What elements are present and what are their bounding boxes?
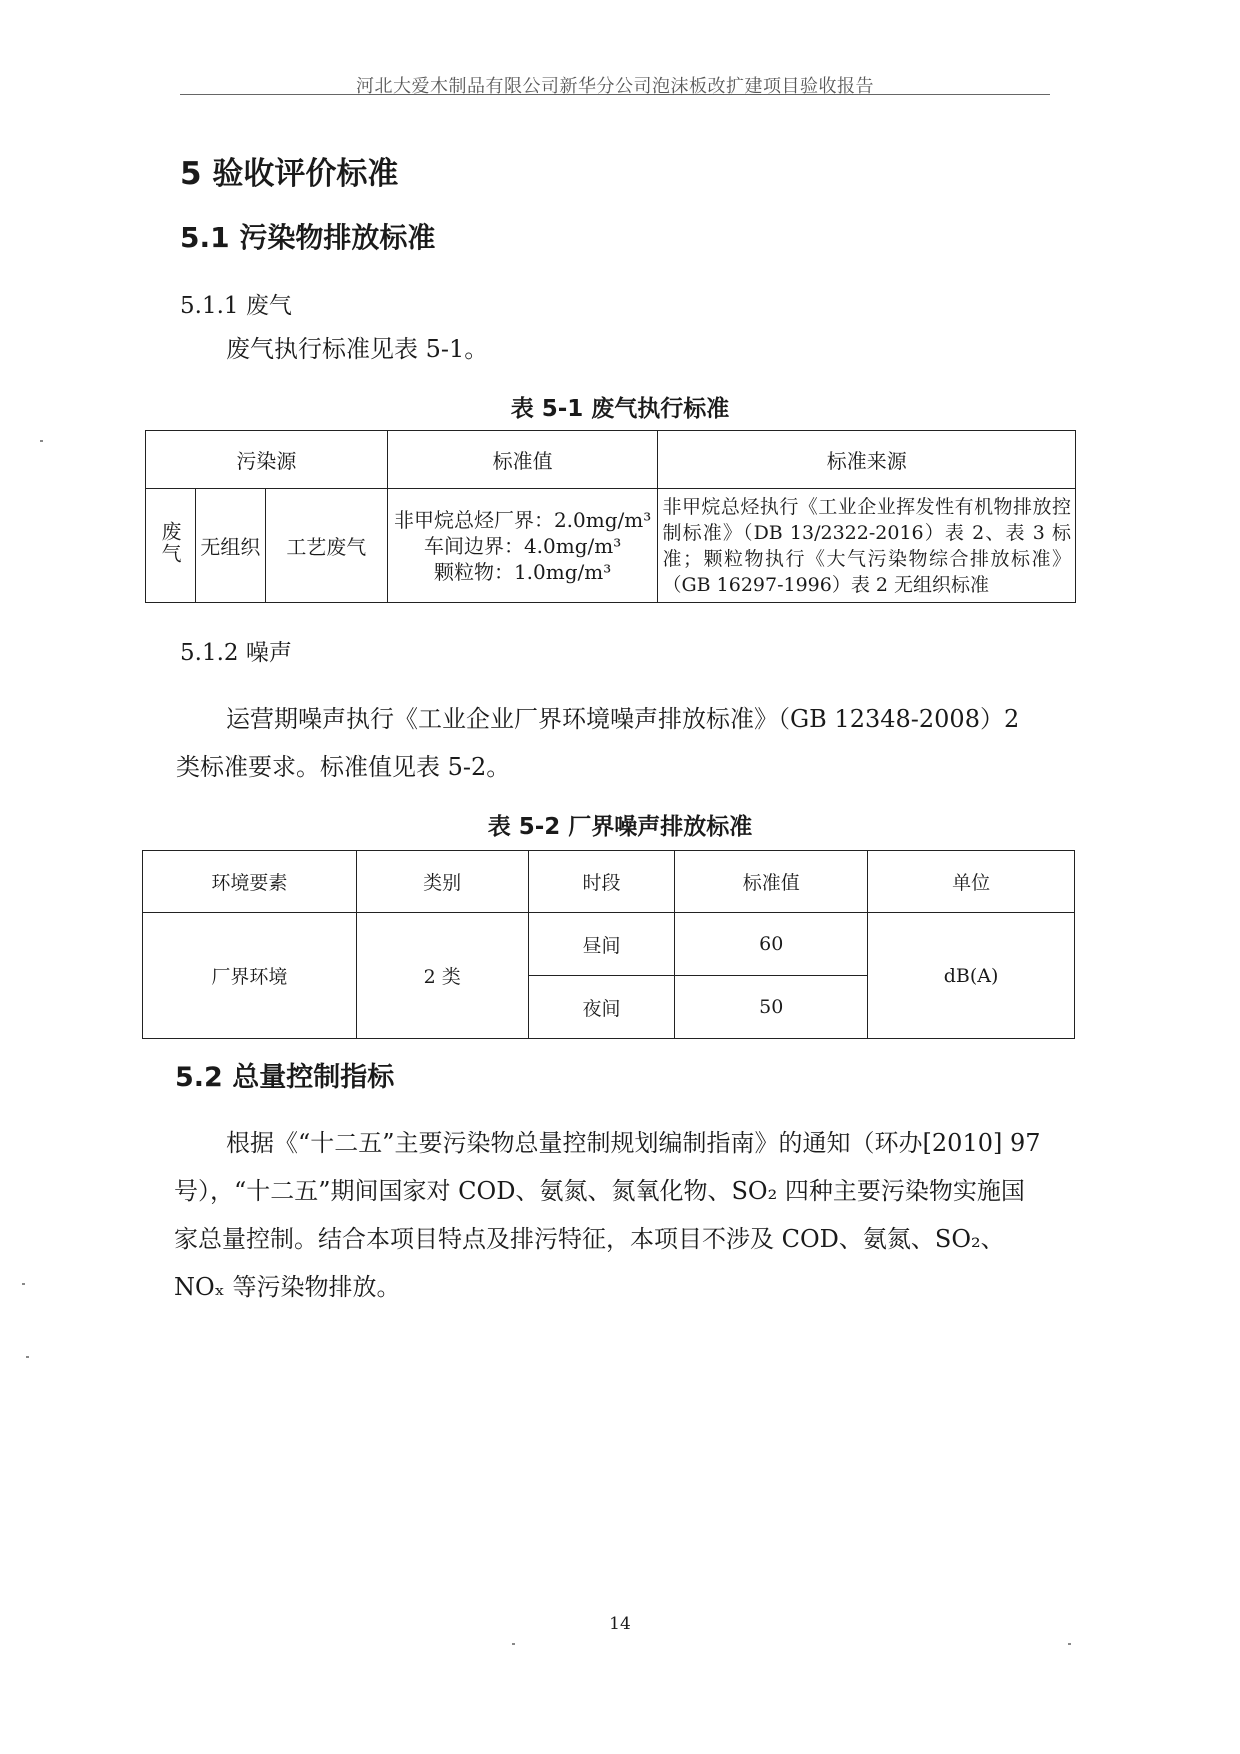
cell-standard-source: 非甲烷总烃执行《工业企业挥发性有机物排放控制标准》（DB 13/2322-2016）表 2、表 3 标准；颗粒物执行《大气污染物综合排放标准》（GB 16297-1996）表 2 无组织标准 — [658, 489, 1076, 603]
cell-class-2: 2 类 — [356, 913, 528, 1039]
noise-standard-table — [142, 850, 1075, 1039]
cell-process-gas: 工艺废气 — [265, 489, 387, 603]
cell-standard-values — [387, 489, 658, 603]
subsection-heading-5-1-1: 5.1.1 废气 — [180, 293, 292, 319]
cell-waste-gas-text: 废气 — [157, 521, 182, 565]
scan-mark — [40, 440, 43, 442]
header-period: 时段 — [528, 851, 675, 913]
cell-nighttime-value: 50 — [675, 976, 868, 1039]
total-control-line-4: NOₓ 等污染物排放。 — [174, 1273, 401, 1301]
cell-daytime-value: 60 — [675, 913, 868, 976]
std-line-particulate: 颗粒物：1.0mg/m³ — [433, 559, 612, 584]
header-standard-value: 标准值 — [675, 851, 868, 913]
running-header: 河北大爱木制品有限公司新华分公司泡沫板改扩建项目验收报告 — [356, 76, 874, 97]
subsection-heading-5-1-2: 5.1.2 噪声 — [180, 640, 292, 666]
cell-nighttime: 夜间 — [528, 976, 675, 1039]
scan-mark — [26, 1356, 29, 1358]
total-control-line-3: 家总量控制。结合本项目特点及排污特征，本项目不涉及 COD、氨氮、SO₂、 — [174, 1225, 1005, 1253]
table-5-2-caption: 表 5-2 厂界噪声排放标准 — [487, 814, 753, 840]
section-heading-5-1: 5.1 污染物排放标准 — [180, 221, 436, 254]
header-env-element: 环境要素 — [143, 851, 357, 913]
total-control-line-1: 根据《“十二五”主要污染物总量控制规划编制指南》的通知（环办[2010] 97 — [226, 1129, 1041, 1157]
std-line-nmhc: 非甲烷总烃厂界：2.0mg/m³ — [393, 507, 652, 532]
noise-para-line-2: 类标准要求。标准值见表 5-2。 — [176, 753, 511, 781]
header-category: 类别 — [356, 851, 528, 913]
header-unit: 单位 — [868, 851, 1075, 913]
scan-mark — [22, 1283, 25, 1285]
header-pollution-source: 污染源 — [146, 431, 388, 489]
page-number: 14 — [609, 1614, 631, 1634]
header-standard-value: 标准值 — [387, 431, 658, 489]
cell-unorganized: 无组织 — [195, 489, 265, 603]
waste-gas-standard-table — [145, 430, 1076, 603]
scan-mark — [1068, 1643, 1071, 1645]
header-standard-source: 标准来源 — [658, 431, 1076, 489]
total-control-line-2: 号），“十二五”期间国家对 COD、氨氮、氮氧化物、SO₂ 四种主要污染物实施国 — [174, 1177, 1025, 1205]
waste-gas-intro: 废气执行标准见表 5-1。 — [226, 335, 489, 363]
cell-daytime: 昼间 — [528, 913, 675, 976]
noise-para-line-1: 运营期噪声执行《工业企业厂界环境噪声排放标准》（GB 12348-2008）2 — [226, 705, 1020, 733]
header-rule — [180, 94, 1050, 95]
std-line-workshop: 车间边界：4.0mg/m³ — [423, 533, 622, 558]
cell-boundary-env: 厂界环境 — [143, 913, 357, 1039]
cell-waste-gas — [146, 489, 196, 603]
chapter-heading: 5 验收评价标准 — [180, 156, 399, 192]
section-heading-5-2: 5.2 总量控制指标 — [175, 1062, 395, 1093]
table-5-1-caption: 表 5-1 废气执行标准 — [510, 396, 730, 422]
cell-unit-dba: dB(A) — [868, 913, 1075, 1039]
scan-mark — [512, 1643, 515, 1645]
